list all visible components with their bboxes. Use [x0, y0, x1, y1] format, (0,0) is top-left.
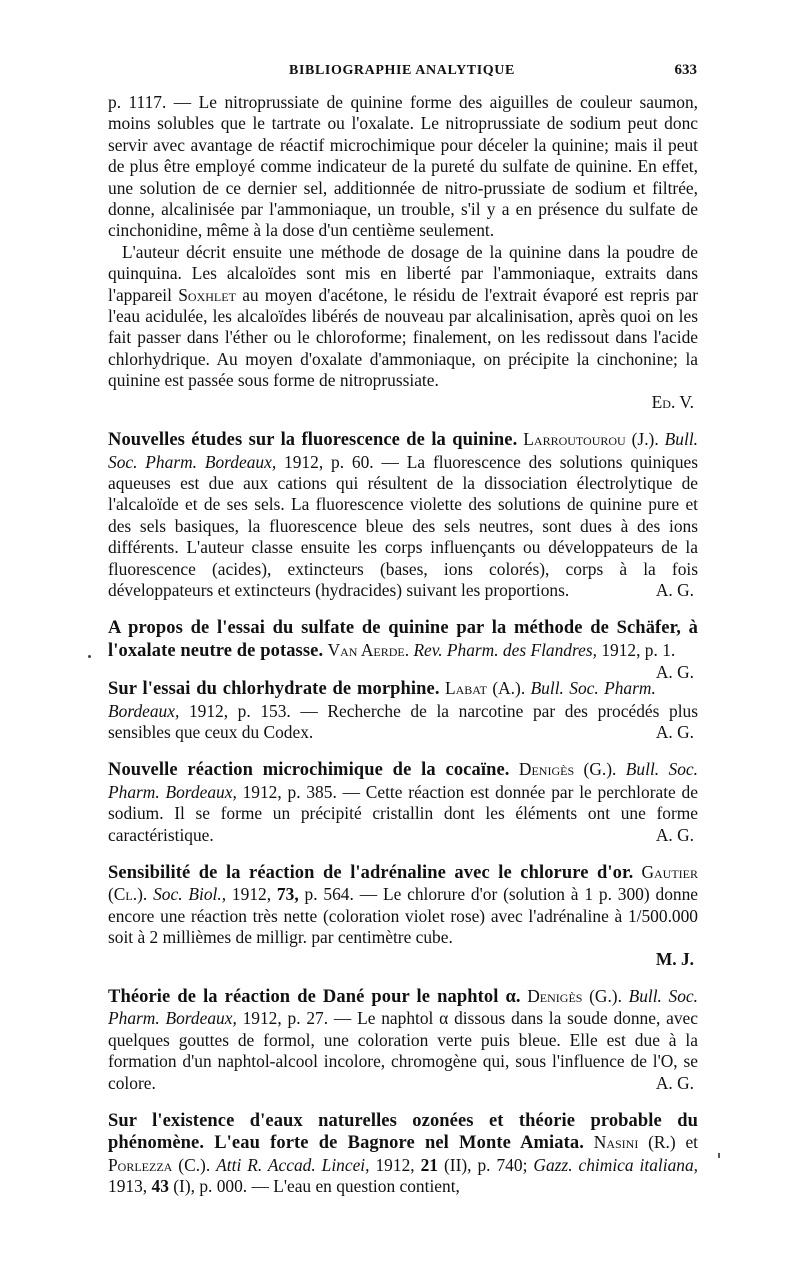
signature: M. J.	[655, 948, 694, 969]
entry-title: Sensibilité de la réaction de l'adrénaline avec le chlorure d'or.	[108, 863, 634, 883]
entry-journal: Bull. Soc. Pharm. Bordeaux,	[108, 986, 698, 1029]
entry-title: Nouvelle réaction microchimique de la cocaïne.	[108, 760, 510, 781]
margin-speck	[718, 1153, 720, 1158]
entry-author: Denigès (G.).	[518, 759, 617, 780]
entry-reference: 1912, p. 153.	[188, 700, 291, 721]
entry-author: Denigès (G.).	[527, 986, 622, 1007]
running-header	[107, 60, 697, 84]
abstract-entry-schafer	[108, 617, 698, 683]
entry-author: Nasini (R.)	[593, 1132, 676, 1153]
abstract-entry-ozone-waters	[108, 1110, 698, 1198]
entry-year: 1912,	[231, 884, 272, 905]
entry-page: (II), p. 740;	[443, 1154, 528, 1175]
entry-text: — Recherche de la narcotine par des procédés plus sensibles que ceux du Codex.	[108, 700, 698, 742]
paragraph-continuation-text: p. 1117. — Le nitroprussiate de quinine forme des aiguilles de couleur saumon, moins solubles que le tartrate ou l'oxalate. Le nitroprussiate de sodium peut donc servir avec avantage de réactif microchimique pour déceler la quinine; mais il peut de plus être employé comme indicateur de la pureté du sulfate de quinine. En effet, une solution de ce dernier sel, additionnée de nitro-prussiate de sodium et filtrée, donne, alcalinisée par l'ammoniaque, un trouble, s'il y a en présence du sulfate de cinchonidine, même à la dose d'un centième seulement.	[108, 92, 698, 241]
entry-year: 1912,	[375, 1154, 415, 1175]
entry-journal: Bull. Soc. Pharm. Bordeaux,	[108, 759, 698, 802]
page-body	[108, 92, 698, 1198]
entry-title: Nouvelles études sur la fluorescence de la quinine.	[108, 430, 518, 451]
signature: A. G.	[655, 579, 694, 600]
running-header-title: BIBLIOGRAPHIE ANALYTIQUE	[289, 63, 515, 78]
entry-author: Van Aerde.	[327, 639, 410, 660]
signature: Ed. V.	[651, 391, 694, 412]
entry-reference: 1912, p. 60.	[284, 451, 374, 472]
entry-text: — Le naphtol α dissous dans la soude donne, avec quelques gouttes de formol, une coloration verte puis bleue. Elle est due à la formation d'un naphtol-alcool incolore, chromogène qui, sous l'influence de l'O, se colore.	[108, 1008, 698, 1093]
entry-conjunction: et	[685, 1132, 698, 1153]
entry-page: p. 564.	[304, 884, 354, 905]
entry-volume: 21	[420, 1154, 438, 1175]
signature: A. G.	[655, 721, 694, 742]
entry-title: A propos de l'essai du sulfate de quinine par la méthode de Schäfer, à l'oxalate neutre de potasse.	[108, 618, 698, 661]
paragraph-continuation	[108, 92, 698, 242]
signature: A. G.	[655, 662, 694, 683]
entry-journal: Atti R. Accad. Lincei,	[216, 1154, 370, 1175]
entry-text: — La fluorescence des solutions quiniques aqueuses est due aux cations qui résultent de la dissociation électrolytique de l'alcaloïde et de ses sels. La fluorescence violette des solutions de quinine pure et des sels basiques, la fluorescence bleue des sels neutres, sont dues à des ions différents. L'auteur classe ensuite les corps influençants ou développateurs de la fluorescence (acides), extincteurs (bases, ions colorés), corps à la fois développateurs et extincteurs (hydracides) suivant les proportions.	[108, 451, 698, 600]
entry-title: Sur l'existence d'eaux naturelles ozonées et théorie probable du phénomène. L'eau forte de Bagnore nel Monte Amiata.	[108, 1111, 698, 1154]
page-number: 633	[674, 62, 697, 78]
signature: A. G.	[655, 824, 694, 845]
entry-author: Gautier (Cl.).	[108, 862, 698, 905]
paragraph-assay-text-b: au moyen d'acétone, le résidu de l'extrait évaporé est repris par l'eau acidulée, les alcaloïdes libérés de nouveau par alcalinisation, après quoi on les fait passer dans l'éther ou le chloroforme; finalement, on les redissout dans l'acide chlorhydrique. Au moyen d'oxalate d'ammoniaque, on précipite la cinchonine; la quinine est passée sous forme de nitroprussiate.	[108, 284, 698, 391]
entry-reference: 1912, p. 385.	[242, 781, 337, 802]
entry-journal: Soc. Biol.,	[153, 884, 227, 905]
abstract-entry-morphine	[108, 678, 698, 743]
abstract-entry-fluorescence	[108, 429, 698, 601]
entry-reference: 1912, p. 27.	[242, 1008, 329, 1029]
entry-author: Labat (A.).	[444, 678, 526, 699]
entry-text: — Le chlorure d'or (solution à 1 p. 300) donne encore une réaction très nette (coloration violet rose) avec l'adrénaline à 1/500.000 soit à 2 millièmes de milligr. par centimètre cube.	[108, 884, 698, 948]
entry-volume: 73,	[276, 884, 299, 905]
entry-author: Larroutourou (J.).	[523, 429, 659, 450]
abstract-entry-adrenaline	[108, 862, 698, 970]
entry-journal: Rev. Pharm. des Flandres,	[413, 639, 597, 660]
entry-title: Théorie de la réaction de Dané pour le naphtol α.	[108, 987, 521, 1008]
entry-text: (I), p. 000. — L'eau en question contient,	[173, 1176, 460, 1197]
entry-text: — Cette réaction est donnée par le perchlorate de sodium. Il se forme un précipité cristallin dont les éléments ont une forme caractéristique.	[108, 781, 698, 845]
paragraph-assay-text-a: L'auteur décrit ensuite une méthode de dosage de la quinine dans la poudre de quinquina. Les alcaloïdes sont mis en liberté par l'ammoniaque, extraits dans l'appareil	[108, 241, 698, 305]
entry-journal: Gazz. chimica italiana,	[533, 1154, 699, 1175]
entry-journal: Bull. Soc. Pharm. Bordeaux,	[108, 429, 699, 472]
signature: A. G.	[655, 1072, 694, 1093]
margin-dot	[88, 655, 91, 658]
abstract-entry-cocaine	[108, 759, 698, 846]
entry-reference: 1912, p. 1.	[601, 639, 676, 660]
entry-title: Sur l'essai du chlorhydrate de morphine.	[108, 679, 440, 700]
entry-author: Porlezza (C.).	[108, 1154, 211, 1175]
entry-year: 1913,	[108, 1176, 148, 1197]
paragraph-assay-method	[108, 242, 698, 413]
entry-journal: Bull. Soc. Pharm. Bordeaux,	[108, 678, 656, 721]
entry-volume: 43	[151, 1176, 169, 1197]
apparatus-name: Soxhlet	[178, 284, 236, 305]
abstract-entry-naphtol	[108, 986, 698, 1094]
